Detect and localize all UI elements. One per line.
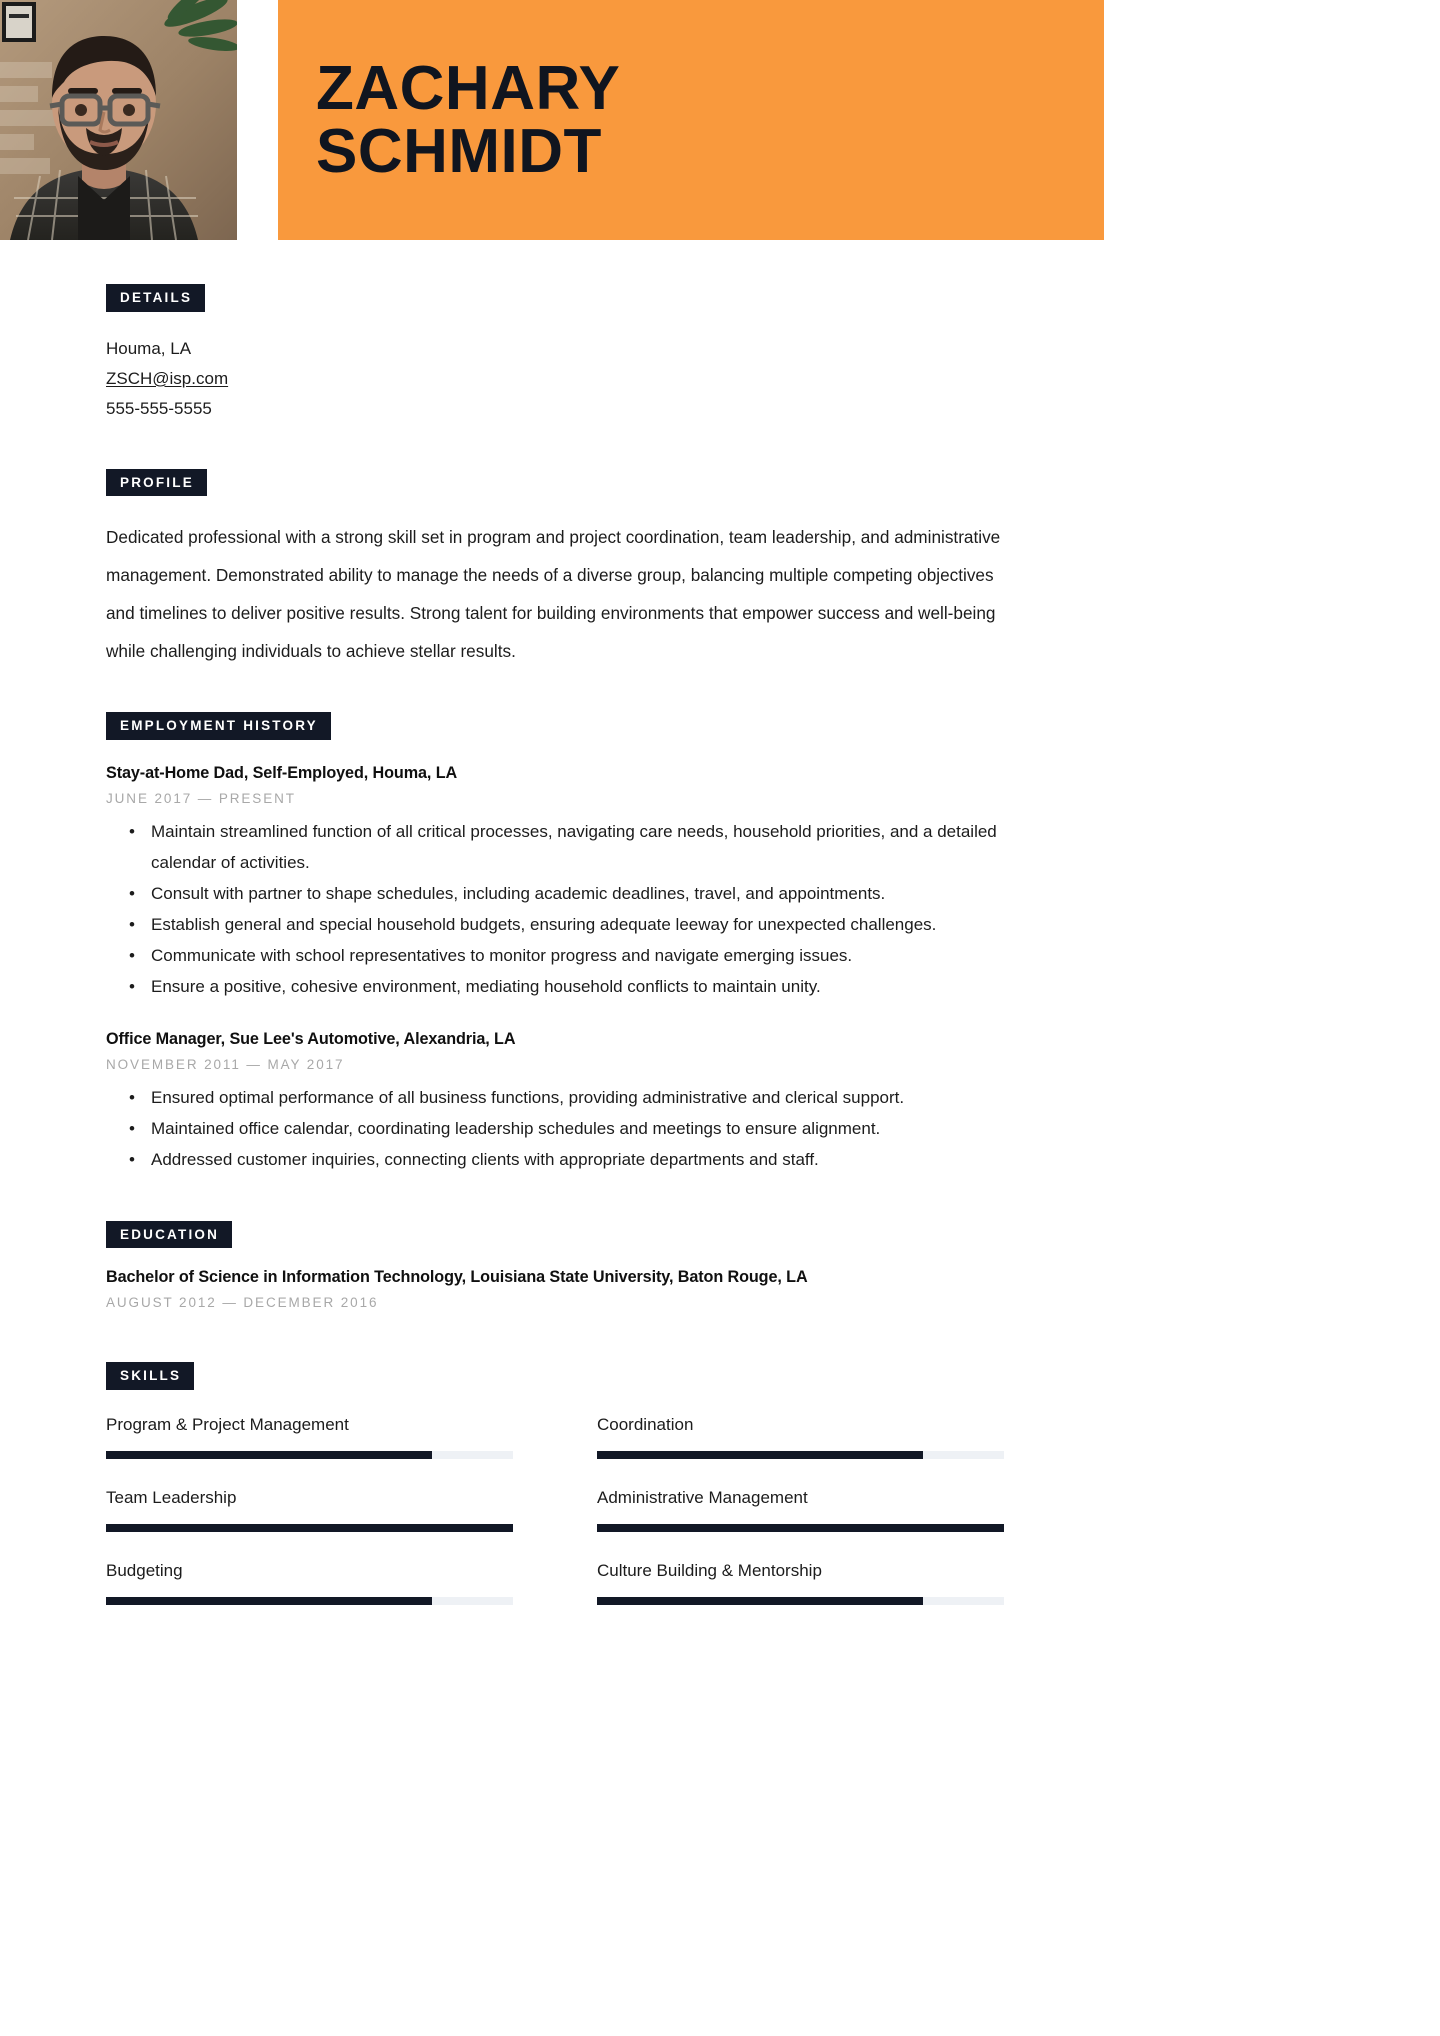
portrait-photo-icon — [0, 0, 237, 240]
education-title: Bachelor of Science in Information Technology, Louisiana State University, Baton Rouge, LA — [106, 1268, 808, 1286]
list-item: • Ensured optimal performance of all business functions, providing administrative and clerical support. — [151, 1082, 1004, 1113]
employment-entry — [106, 1030, 1004, 1175]
contact-phone: 555-555-5555 — [106, 398, 212, 418]
job-responsibility-list — [106, 1082, 1004, 1175]
employment-history-badge: EMPLOYMENT HISTORY — [106, 712, 331, 740]
skill-label: Program & Project Management — [106, 1414, 349, 1434]
skill-progress-track — [106, 1524, 513, 1532]
skill-progress-fill — [597, 1451, 923, 1459]
details-badge: DETAILS — [106, 284, 205, 312]
skill-progress-fill — [597, 1597, 923, 1605]
skill-label: Administrative Management — [597, 1487, 808, 1507]
job-date-range: NOVEMBER 2011 — MAY 2017 — [106, 1056, 345, 1072]
skill-progress-fill — [106, 1451, 432, 1459]
resume-header — [0, 0, 1440, 240]
section-profile — [106, 469, 1004, 671]
skill-label: Budgeting — [106, 1560, 183, 1580]
education-date-range: AUGUST 2012 — DECEMBER 2016 — [106, 1295, 379, 1310]
avatar — [0, 0, 237, 240]
profile-badge: PROFILE — [106, 469, 207, 497]
list-item: • Maintained office calendar, coordinating leadership schedules and meetings to ensure alignment. — [151, 1113, 1004, 1144]
contact-location: Houma, LA — [106, 338, 192, 358]
list-item: • Establish general and special household budgets, ensuring adequate leeway for unexpected challenges. — [151, 909, 1004, 940]
job-responsibility-list — [106, 816, 1004, 1002]
job-date-range: JUNE 2017 — PRESENT — [106, 790, 296, 806]
list-item: • Maintain streamlined function of all critical processes, navigating care needs, household priorities, and a detailed calendar of activities. — [151, 816, 1004, 878]
skill-progress-track — [597, 1597, 1004, 1605]
list-item: • Consult with partner to shape schedules, including academic deadlines, travel, and appointments. — [151, 878, 1004, 909]
employment-entry — [106, 764, 1004, 1002]
skill-item — [597, 1558, 1004, 1605]
contact-details — [106, 334, 1004, 424]
skill-progress-track — [597, 1524, 1004, 1532]
name-banner — [278, 0, 1104, 240]
education-entry — [106, 1268, 1004, 1310]
skill-progress-fill — [106, 1597, 432, 1605]
skill-label: Culture Building & Mentorship — [597, 1560, 822, 1580]
section-education — [106, 1221, 1004, 1311]
job-title: Stay-at-Home Dad, Self-Employed, Houma, LA — [106, 763, 458, 782]
skill-item — [597, 1412, 1004, 1459]
skill-progress-fill — [106, 1524, 513, 1532]
skill-progress-track — [106, 1451, 513, 1459]
skills-badge: SKILLS — [106, 1362, 194, 1390]
resume-body — [106, 240, 1004, 1631]
section-skills — [106, 1362, 1004, 1631]
last-name: SCHMIDT — [316, 117, 602, 186]
skills-grid — [106, 1412, 1004, 1631]
contact-email-link[interactable]: ZSCH@isp.com — [106, 368, 229, 388]
skill-item — [597, 1485, 1004, 1532]
list-item: • Ensure a positive, cohesive environment, mediating household conflicts to maintain unity. — [151, 971, 1004, 1002]
skill-item — [106, 1412, 513, 1459]
skill-label: Coordination — [597, 1414, 694, 1434]
skill-item — [106, 1485, 513, 1532]
skill-progress-track — [597, 1451, 1004, 1459]
skill-item — [106, 1558, 513, 1605]
profile-text: Dedicated professional with a strong skill set in program and project coordination, team leadership, and administrative management. Demonstrated ability to manage the needs of a diverse group, balancing multiple competing objectives and timelines to deliver positive results. Strong talent for building environments that empower success and well-being while challenging individuals to achieve stellar results. — [106, 527, 1001, 661]
section-employment-history — [106, 712, 1004, 1175]
skill-label: Team Leadership — [106, 1487, 237, 1507]
education-badge: EDUCATION — [106, 1221, 232, 1249]
skill-progress-track — [106, 1597, 513, 1605]
job-title: Office Manager, Sue Lee's Automotive, Alexandria, LA — [106, 1029, 516, 1048]
list-item: • Communicate with school representatives to monitor progress and navigate emerging issues. — [151, 940, 1004, 971]
section-details — [106, 284, 1004, 424]
list-item: • Addressed customer inquiries, connecting clients with appropriate departments and staff. — [151, 1144, 1004, 1175]
first-name: ZACHARY — [316, 53, 621, 123]
skill-progress-fill — [597, 1524, 1004, 1532]
